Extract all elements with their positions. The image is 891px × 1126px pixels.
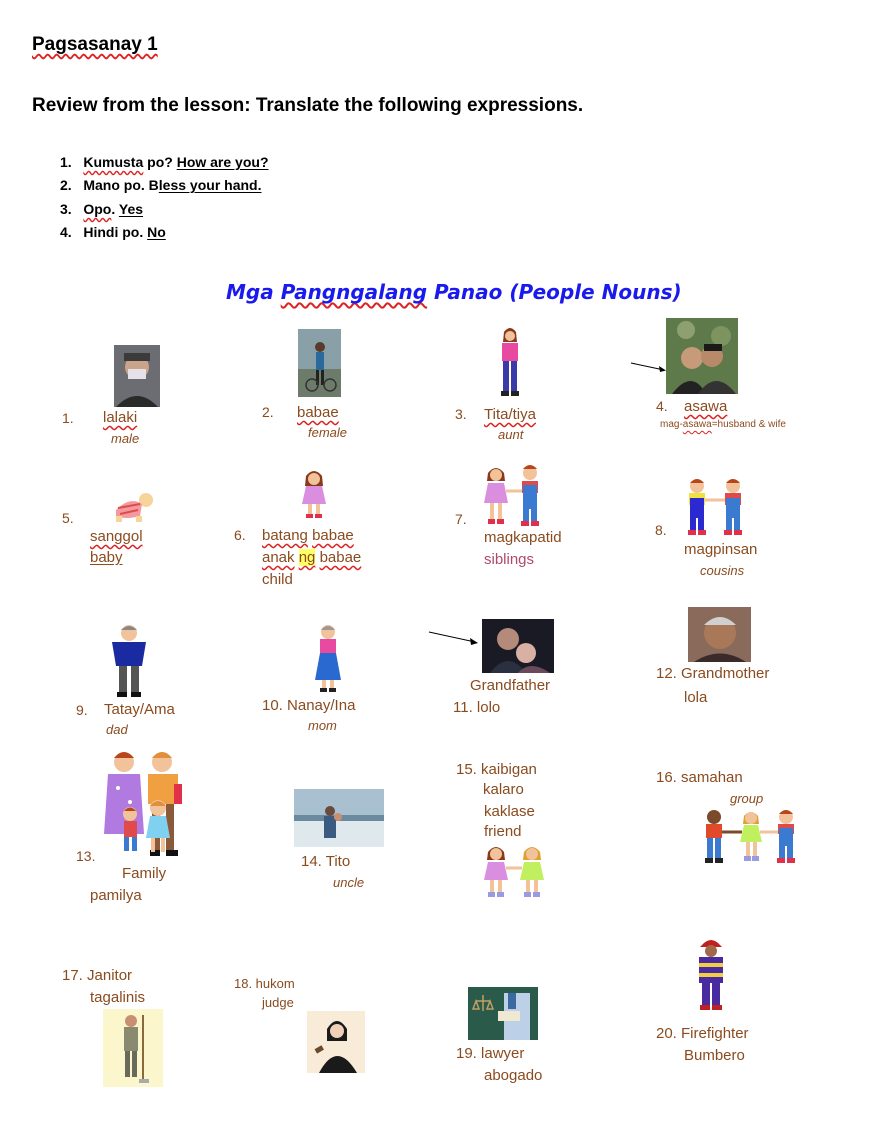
aunt-figure: [497, 326, 523, 400]
tagalog-text: Mano po. B: [83, 177, 159, 193]
note-text: mag-: [660, 419, 683, 430]
word-magkapatid: magkapatid: [484, 529, 562, 546]
grandfather-photo: [482, 619, 554, 673]
couple-photo: [666, 318, 738, 394]
word-lola: lola: [684, 689, 708, 706]
meaning-siblings: siblings: [484, 551, 535, 568]
janitor-figure: [103, 1009, 163, 1087]
word-text: anak: [262, 549, 295, 566]
word-tatay: Tatay/Ama: [104, 701, 175, 718]
word-tagalinis: tagalinis: [90, 989, 146, 1006]
word-babae: [297, 404, 339, 421]
item-number-4: 4.: [656, 398, 668, 414]
word-text: batang: [262, 527, 308, 544]
item-number: 1.: [60, 154, 72, 170]
item-number-9: 9.: [76, 702, 88, 718]
meaning-male: male: [111, 431, 140, 446]
word-text: baby: [90, 549, 123, 566]
item-number: 2.: [60, 177, 72, 193]
uncle-photo: [294, 789, 384, 847]
arrow-icon: [630, 360, 670, 374]
word-abogado: abogado: [484, 1067, 543, 1084]
word-nanay: [262, 697, 355, 714]
meaning-child: child: [262, 571, 293, 588]
word-pamilya: pamilya: [90, 887, 142, 904]
word-tito: 14. Tito: [301, 853, 351, 870]
word-tita: [484, 406, 536, 423]
meaning-dad: dad: [106, 722, 128, 737]
word-bumbero: Bumbero: [684, 1047, 745, 1064]
meaning-baby: [90, 549, 123, 566]
word-anak-ng-babae: [262, 549, 361, 566]
tagalog-text: Kumusta: [83, 154, 144, 170]
english-text: Yes: [118, 201, 144, 217]
word-text: lalaki: [103, 409, 138, 426]
word-kalaro: kalaro: [483, 781, 524, 798]
family-figure: [104, 748, 190, 860]
word-text: babae: [312, 527, 354, 544]
item-number-13: 13.: [76, 848, 96, 864]
word-kaklase: kaklase: [484, 803, 535, 820]
title-part: Panao (People Nouns): [427, 280, 682, 304]
baby-figure: [112, 490, 154, 524]
asawa-note: [660, 419, 786, 430]
woman-photo: [298, 329, 341, 397]
instruction: Review from the lesson: Translate the following expressions.: [32, 95, 584, 116]
expression-item: [60, 177, 262, 193]
title-part: Mga: [226, 280, 281, 304]
mom-figure: [313, 622, 343, 694]
word-kaibigan: 15. kaibigan: [456, 761, 537, 778]
expression-item: [60, 154, 269, 170]
friends-figure: [484, 842, 546, 900]
man-photo: [114, 345, 160, 407]
group-figure: [700, 808, 804, 866]
heading-text: Pagsasanay 1: [32, 34, 158, 55]
english-text: No: [147, 224, 166, 240]
text: .: [111, 201, 119, 217]
item-number-7: 7.: [455, 511, 467, 527]
meaning-uncle: uncle: [333, 875, 365, 890]
siblings-figure: [484, 463, 548, 527]
word-text: ng: [298, 549, 316, 566]
meaning-grandmother: 12. Grandmother: [656, 665, 770, 682]
girl-figure: [298, 468, 330, 520]
item-number-3: 3.: [455, 406, 467, 422]
section-title: [226, 280, 682, 304]
expression-item: [60, 224, 166, 240]
word-judge: judge: [262, 995, 294, 1010]
dad-figure: [108, 622, 150, 698]
word-sanggol: [90, 528, 143, 545]
cousins-figure: [683, 478, 751, 536]
meaning-lawyer: 19. lawyer: [456, 1045, 525, 1062]
word-lalaki: [103, 409, 137, 426]
meaning-aunt: aunt: [498, 427, 524, 442]
meaning-group: group: [730, 791, 764, 806]
note-text: asawa: [682, 419, 712, 430]
word-lolo: 11. lolo: [453, 699, 501, 716]
item-number: 4.: [60, 224, 72, 240]
meaning-family: Family: [122, 865, 167, 882]
word-text: babae: [319, 549, 362, 566]
english-text: less your hand.: [158, 177, 262, 193]
item-number-1: 1.: [62, 410, 74, 426]
note-text: =husband & wife: [711, 419, 786, 430]
arrow-icon: [428, 630, 482, 646]
title-part: Pangngalang: [280, 280, 428, 304]
page-heading: [32, 34, 158, 56]
lawyer-photo: [468, 987, 538, 1040]
meaning-friend: friend: [484, 823, 522, 840]
word-asawa: [684, 398, 727, 415]
meaning-mom: mom: [308, 718, 337, 733]
word-text: sanggol: [90, 528, 143, 545]
word-text: asawa: [684, 398, 728, 415]
judge-figure: [307, 1011, 365, 1073]
word-magpinsan: magpinsan: [684, 541, 758, 558]
meaning-female: female: [308, 425, 348, 440]
english-text: How are you?: [176, 154, 269, 170]
meaning-grandfather: Grandfather: [470, 677, 551, 694]
text: po?: [143, 154, 177, 170]
grandmother-photo: [688, 607, 751, 662]
word-batang-babae: [262, 527, 354, 544]
item-number-6: 6.: [234, 527, 246, 543]
item-number: 3.: [60, 201, 72, 217]
firefighter-figure: [694, 937, 728, 1013]
meaning-cousins: cousins: [700, 563, 745, 578]
word-text: Tita/tiya: [484, 406, 536, 423]
tagalog-text: Opo: [83, 201, 112, 217]
expression-list: [60, 154, 460, 254]
word-samahan: 16. samahan: [656, 769, 743, 786]
expression-item: [60, 201, 143, 217]
meaning-janitor: 17. Janitor: [62, 967, 133, 984]
tagalog-text: Hindi po.: [83, 224, 148, 240]
meaning-firefighter: 20. Firefighter: [656, 1025, 749, 1042]
meaning-hukom: 18. hukom: [234, 976, 295, 991]
word-text: babae: [297, 404, 339, 421]
item-number-8: 8.: [655, 522, 667, 538]
item-number-10: 10.: [262, 697, 283, 714]
word-text: Nanay/Ina: [287, 697, 356, 714]
item-number-5: 5.: [62, 510, 74, 526]
item-number-2: 2.: [262, 404, 274, 420]
